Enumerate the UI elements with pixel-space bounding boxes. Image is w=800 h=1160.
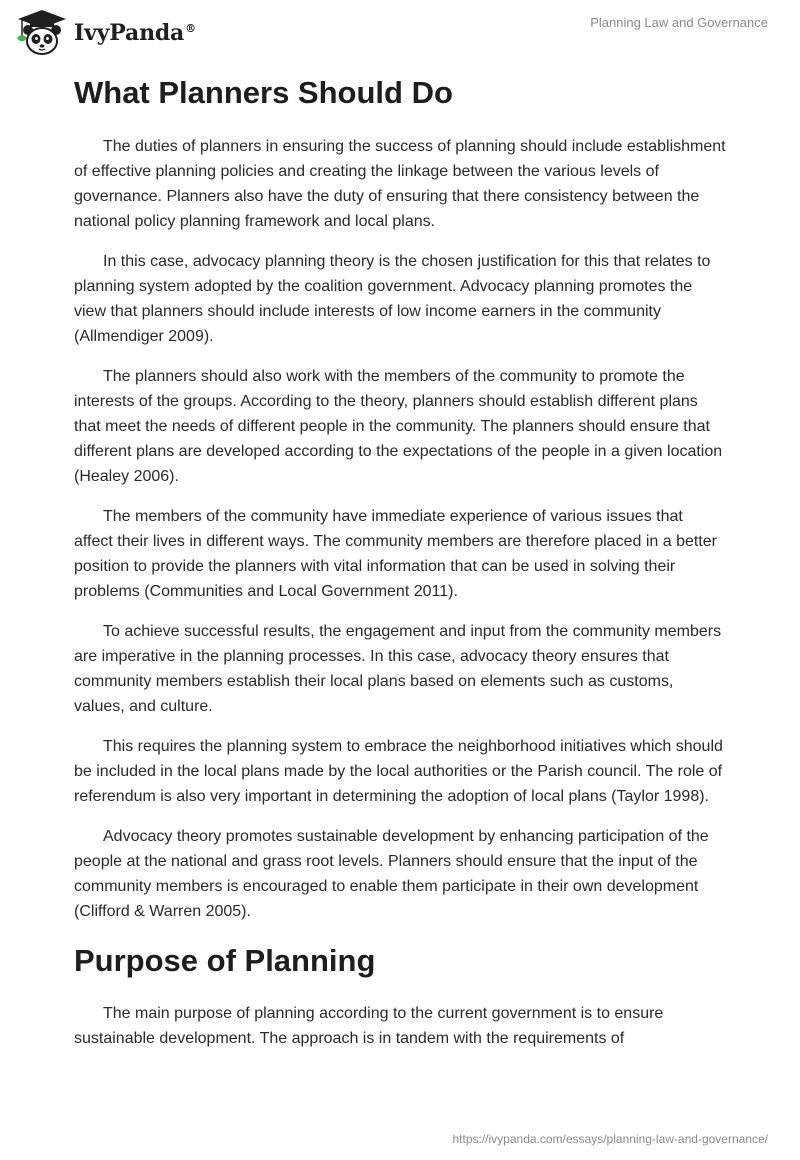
paragraph: Advocacy theory promotes sustainable development by enhancing participation of the people at the national and grass root levels. Planners should ensure that the input of the community members is encouraged to enable them participate in their own development (Clifford & Warren 2005). [74, 828, 709, 920]
brand-name: IvyPanda® [74, 20, 196, 46]
paragraph: To achieve successful results, the engagement and input from the community members are imperative in the planning processes. In this case, advocacy theory ensures that community members establish their local plans based on elements such as customs, values, and culture. [74, 623, 722, 715]
paragraph: The duties of planners in ensuring the success of planning should include establishment of effective planning policies and creating the linkage between the various levels of governance. Planners also have the duty of ensuring that there consistency between the national policy planning framework and local plans. [74, 138, 726, 230]
paragraph: The planners should also work with the members of the community to promote the interests of the groups. According to the theory, planners should establish different plans that meet the needs of different people in the community. The planners should ensure that different plans are developed according to the expectations of the people in a given location (Healey 2006). [74, 368, 723, 485]
paragraph: This requires the planning system to embrace the neighborhood initiatives which should be included in the local plans made by the local authorities or the Parish council. The role of referendum is also very important in determining the adoption of local plans (Taylor 1998). [74, 738, 723, 805]
paragraph: The members of the community have immediate experience of various issues that affect their lives in different ways. The community members are therefore placed in a better position to provide the planners with vital information that can be used in solving their problems (Communities and Local Government 2011). [74, 508, 717, 600]
section-heading: Purpose of Planning [74, 943, 376, 978]
source-url[interactable]: https://ivypanda.com/essays/planning-law-and-governance/ [452, 1132, 768, 1146]
paragraph: In this case, advocacy planning theory is the chosen justification for this that relates to planning system adopted by the coalition government. Advocacy planning promotes the view that planners should include interests of low income earners in the community (Allmendiger 2009). [74, 253, 711, 345]
document-title: Planning Law and Governance [590, 15, 768, 30]
brand-logo[interactable] [14, 8, 196, 58]
page-header [0, 0, 800, 66]
essay-body [74, 72, 726, 1066]
panda-graduate-icon [14, 8, 70, 58]
section-heading: What Planners Should Do [74, 75, 453, 110]
paragraph: The main purpose of planning according to the current government is to ensure sustainable development. The approach is in tandem with the requirements of [74, 1005, 664, 1047]
